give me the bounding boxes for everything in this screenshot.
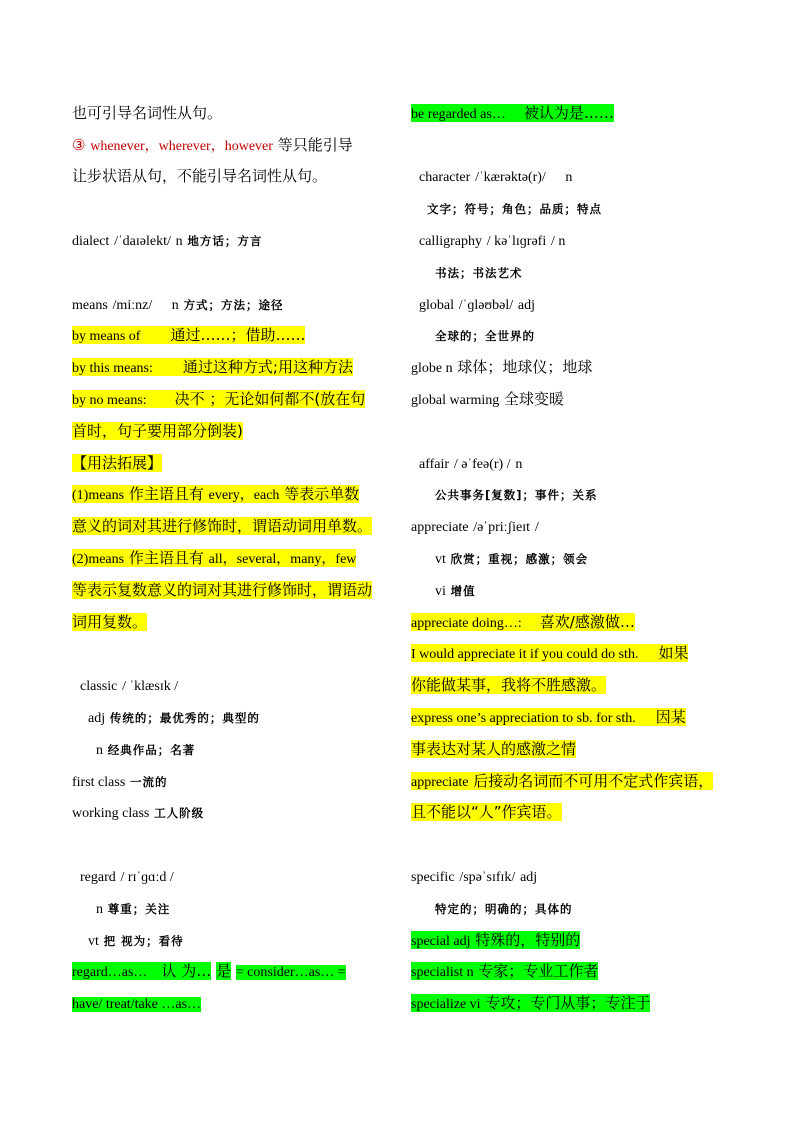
headword: calligraphy bbox=[419, 234, 482, 249]
specialize-phrase: specialize vi 专攻；专门从事；专注于 bbox=[411, 994, 651, 1012]
appreciate-phrase-2-cont: 你能做某事，我将不胜感激。 bbox=[411, 676, 607, 694]
means-phrase-3: by no means: 决不 ；无论如何都不(放在句 bbox=[72, 390, 366, 408]
usage-2: (2)means 作主语且有 all，several，many，few bbox=[72, 549, 357, 567]
phonetic: /miːnz/ bbox=[112, 298, 153, 313]
headword: global bbox=[419, 298, 454, 313]
entry-character: character /ˈkærəktə(r)/ n bbox=[419, 170, 573, 185]
intro-line-3: 让步状语从句，不能引导名词性从句。 bbox=[72, 167, 328, 185]
means-phrase-2: by this means: 通过这种方式;用这种方法 bbox=[72, 358, 353, 376]
appreciate-note: appreciate 后接动名词而不可用不定式作宾语， bbox=[411, 772, 714, 790]
headword: specific bbox=[411, 870, 455, 885]
phonetic: /ˈkærəktə(r)/ bbox=[475, 170, 546, 185]
entry-calligraphy: calligraphy / kəˈlɪɡrəfi / n bbox=[419, 234, 566, 249]
entry-dialect: dialect /ˈdaɪəlekt/ n 地方话；方言 bbox=[72, 234, 263, 249]
classic-adj: adj 传统的；最优秀的；典型的 bbox=[88, 711, 260, 726]
headword: classic bbox=[80, 679, 118, 694]
entry-classic bbox=[80, 673, 178, 699]
headword: regard bbox=[80, 870, 116, 885]
entry-specific: specific /spəˈsɪfɪk/ adj bbox=[411, 870, 538, 885]
classic-phrase-1: first class 一流的 bbox=[72, 775, 168, 790]
phonetic: / ˈklæsɪk / bbox=[122, 679, 179, 694]
appreciate-phrase-3: express one’s appreciation to sb. for sth. 因某 bbox=[411, 708, 686, 726]
classic-phrase-2: working class 工人阶级 bbox=[72, 806, 205, 821]
special-phrase: special adj 特殊的，特别的 bbox=[411, 931, 581, 949]
headword: means bbox=[72, 298, 108, 313]
means-phrase-1: by means of 通过……；借助…… bbox=[72, 326, 306, 344]
global-warming-phrase: global warming 全球变暖 bbox=[411, 390, 565, 408]
headword: appreciate bbox=[411, 520, 469, 535]
entry-regard bbox=[80, 864, 174, 890]
calligraphy-meaning: 书法；书法艺术 bbox=[435, 266, 523, 280]
specific-meaning: 特定的；明确的；具体的 bbox=[435, 902, 573, 916]
usage-2-cont-2: 词用复数。 bbox=[72, 613, 148, 631]
global-meaning: 全球的；全世界的 bbox=[435, 329, 535, 343]
phonetic: /ˈdaɪəlekt/ bbox=[114, 234, 171, 249]
regarded-phrase: be regarded as… 被认为是…… bbox=[411, 104, 614, 122]
appreciate-phrase-2: I would appreciate it if you could do sth. 如果 bbox=[411, 644, 689, 662]
classic-n: n 经典作品；名著 bbox=[96, 743, 196, 758]
regard-vt: vt 把 视为；看待 bbox=[88, 934, 184, 949]
phonetic: / əˈfeə(r) / bbox=[453, 457, 511, 472]
appreciate-note-cont: 且不能以“人”作宾语。 bbox=[411, 803, 562, 821]
regard-phrase-1-cont: have/ treat/take …as… bbox=[72, 997, 202, 1012]
character-meaning: 文字；符号；角色；品质；特点 bbox=[427, 202, 602, 216]
entry-means: means /miːnz/ n 方式；方法；途径 bbox=[72, 298, 284, 313]
specialist-phrase: specialist n 专家；专业工作者 bbox=[411, 962, 599, 980]
means-phrase-3-cont: 首时，句子要用部分倒装) bbox=[72, 422, 243, 440]
usage-title: 【用法拓展】 bbox=[72, 454, 163, 472]
globe-phrase: globe n 球体；地球仪；地球 bbox=[411, 358, 593, 376]
usage-1: (1)means 作主语且有 every，each 等表示单数 bbox=[72, 485, 360, 503]
usage-1-cont: 意义的词对其进行修饰时，谓语动词用单数。 bbox=[72, 517, 373, 535]
entry-global: global /ˈɡləʊbəl/ adj bbox=[419, 298, 536, 313]
appreciate-phrase-3-cont: 事表达对某人的感激之情 bbox=[411, 740, 577, 758]
appreciate-vt: vt 欣赏；重视；感激；领会 bbox=[435, 552, 589, 567]
headword: character bbox=[419, 170, 471, 185]
phonetic: /spəˈsɪfɪk/ bbox=[459, 870, 516, 885]
appreciate-vi: vi 增值 bbox=[435, 584, 476, 599]
headword: affair bbox=[419, 457, 450, 472]
phonetic: /ˈɡləʊbəl/ bbox=[458, 298, 514, 313]
intro-line-1: 也可引导名词性从句。 bbox=[72, 104, 223, 122]
phonetic: / rɪˈɡɑːd / bbox=[120, 870, 174, 885]
entry-affair: affair / əˈfeə(r) / n bbox=[419, 457, 523, 472]
intro-line-2: ③ whenever，wherever，however 等只能引导 bbox=[72, 136, 353, 154]
phonetic: /əˈpriːʃieɪt bbox=[473, 520, 531, 535]
entry-appreciate: appreciate /əˈpriːʃieɪt / bbox=[411, 520, 539, 535]
regard-n: n 尊重；关注 bbox=[96, 902, 171, 917]
affair-meaning: 公共事务[复数]；事件；关系 bbox=[435, 488, 598, 502]
phonetic: / kəˈlɪɡrəfi bbox=[486, 234, 547, 249]
appreciate-phrase-1: appreciate doing…: 喜欢/感激做… bbox=[411, 613, 635, 631]
headword: dialect bbox=[72, 234, 110, 249]
regard-phrase-1: regard…as… 认 为… 是 = consider…as… = bbox=[72, 962, 346, 980]
usage-2-cont: 等表示复数意义的词对其进行修饰时，谓语动 bbox=[72, 581, 373, 599]
